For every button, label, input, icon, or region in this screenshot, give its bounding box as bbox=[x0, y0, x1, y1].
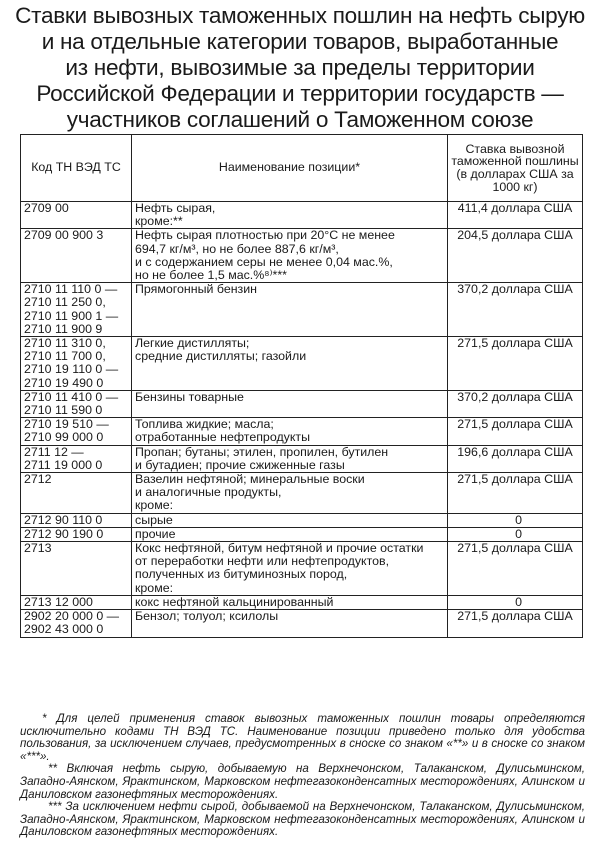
rate-cell bbox=[448, 513, 583, 527]
name-cell-line: сырые bbox=[135, 513, 173, 527]
code-cell-line: 2710 11 900 1 — bbox=[24, 308, 119, 323]
rate-cell-line: 196,6 доллара США bbox=[457, 445, 573, 459]
rate-cell bbox=[448, 445, 583, 472]
name-cell-line: Нефть сырая плотностью при 20°С не менее bbox=[135, 228, 395, 243]
table-row bbox=[21, 445, 583, 472]
rate-cell bbox=[448, 202, 583, 229]
table-row bbox=[21, 418, 583, 445]
name-cell-line: Легкие дистилляты; bbox=[135, 336, 250, 351]
code-cell bbox=[21, 202, 132, 229]
code-cell bbox=[21, 337, 132, 391]
name-cell-line: Топлива жидкие; масла; bbox=[135, 417, 274, 432]
rate-cell bbox=[448, 527, 583, 541]
rate-cell bbox=[448, 337, 583, 391]
name-cell bbox=[132, 202, 448, 229]
document-title bbox=[0, 3, 600, 133]
rate-cell bbox=[448, 418, 583, 445]
code-cell bbox=[21, 473, 132, 514]
name-cell-line: Прямогонный бензин bbox=[135, 282, 258, 297]
name-cell-line: средние дистилляты; газойли bbox=[135, 349, 307, 364]
name-cell-line: полученных из битуминозных пород, bbox=[135, 567, 348, 582]
code-cell-line: 2902 43 000 0 bbox=[24, 622, 104, 637]
code-cell bbox=[21, 418, 132, 445]
rate-cell-line: 271,5 доллара США bbox=[457, 472, 573, 487]
code-cell-line: 2710 99 000 0 bbox=[24, 430, 104, 445]
rate-cell bbox=[448, 283, 583, 337]
name-cell-line: но не более 1,5 мас.%⁸⁾*** bbox=[135, 268, 287, 283]
rate-cell bbox=[448, 229, 583, 283]
code-cell bbox=[21, 390, 132, 417]
footnote: * Для целей применения ставок вывозных таможенных пошлин товары определяются исключительно кодами ТН ВЭД ТС. Наименование позиции приведено только для удобства пользования, за исключением случаев, предусмотренных в сноске со знаком «**» и в сноске со знаком «***». bbox=[20, 712, 585, 763]
title-line: и на отдельные категории товаров, выработанные bbox=[41, 29, 559, 54]
name-cell bbox=[132, 473, 448, 514]
name-cell-line: и бутадиен; прочие сжиженные газы bbox=[135, 457, 345, 472]
rate-cell-line: 271,5 доллара США bbox=[457, 609, 573, 624]
rate-cell-line: 271,5 доллара США bbox=[457, 336, 573, 351]
footnote: *** За исключением нефти сырой, добываемой на Верхнечонском, Талаканском, Дулисьминском, Западно-Аянском, Ярактинском, Марковском нефтегазоконденсатных месторождениях, Алинском и Даниловском газонефтяных месторождениях. bbox=[20, 800, 585, 839]
name-cell-line: и с содержанием серы не менее 0,04 мас.%, bbox=[135, 254, 393, 269]
code-cell-line: 2710 11 310 0, bbox=[24, 336, 106, 351]
name-cell bbox=[132, 527, 448, 541]
table-body bbox=[21, 202, 583, 638]
name-cell-line: кроме: bbox=[135, 498, 174, 513]
rate-cell bbox=[448, 473, 583, 514]
name-cell-line: 694,7 кг/м³, но не более 887,6 кг/м³, bbox=[135, 241, 339, 256]
name-cell-line: прочие bbox=[135, 527, 176, 541]
code-cell bbox=[21, 283, 132, 337]
title-line: участников соглашений о Таможенном союзе bbox=[66, 107, 534, 132]
name-cell-line: Пропан; бутаны; этилен, пропилен, бутилен bbox=[135, 445, 389, 459]
name-cell bbox=[132, 337, 448, 391]
rate-cell-line: 370,2 доллара США bbox=[457, 282, 573, 297]
name-cell-line: Бензины товарные bbox=[135, 390, 244, 404]
table-row bbox=[21, 390, 583, 417]
rate-cell-line: 204,5 доллара США bbox=[457, 228, 573, 243]
rate-cell-line: 411,4 доллара США bbox=[457, 201, 573, 215]
code-cell-line: 2902 20 000 0 — bbox=[24, 609, 120, 624]
rate-cell-line: 0 bbox=[515, 513, 522, 527]
name-cell-line: и аналогичные продукты, bbox=[135, 485, 282, 500]
name-cell bbox=[132, 445, 448, 472]
code-cell-line: 2710 11 410 0 — bbox=[24, 390, 119, 404]
title-line: Ставки вывозных таможенных пошлин на нефть сырую bbox=[15, 3, 585, 28]
rate-cell bbox=[448, 542, 583, 596]
code-cell-line: 2712 90 110 0 bbox=[24, 513, 103, 527]
code-cell-line: 2710 19 490 0 bbox=[24, 375, 104, 390]
rate-cell-line: 0 bbox=[515, 527, 522, 541]
title-line: из нефти, вывозимые за пределы территории bbox=[65, 55, 535, 80]
code-cell-line: 2710 11 700 0, bbox=[24, 349, 106, 364]
code-cell bbox=[21, 595, 132, 609]
duty-rates-table bbox=[20, 134, 583, 638]
name-cell-line: Кокс нефтяной, битум нефтяной и прочие остатки bbox=[135, 541, 424, 556]
rate-cell-line: 370,2 доллара США bbox=[457, 390, 573, 404]
code-cell-line: 2711 12 — bbox=[24, 445, 84, 459]
name-cell bbox=[132, 513, 448, 527]
code-cell-line: 2710 11 110 0 — bbox=[24, 282, 118, 297]
name-cell bbox=[132, 595, 448, 609]
header-rate: Ставка вывозной таможенной пошлины (в долларах США за 1000 кг) bbox=[448, 135, 583, 202]
table-row bbox=[21, 473, 583, 514]
table-row bbox=[21, 229, 583, 283]
code-cell bbox=[21, 229, 132, 283]
name-cell-line: Нефть сырая, bbox=[135, 201, 216, 215]
code-cell-line: 2713 bbox=[24, 541, 52, 556]
name-cell-line: кокс нефтяной кальцинированный bbox=[135, 595, 334, 609]
table-row bbox=[21, 542, 583, 596]
rate-cell-line: 271,5 доллара США bbox=[457, 417, 573, 432]
code-cell-line: 2713 12 000 bbox=[24, 595, 93, 609]
table-row bbox=[21, 610, 583, 637]
code-cell-line: 2710 19 110 0 — bbox=[24, 362, 119, 377]
code-cell-line: 2710 11 250 0, bbox=[24, 295, 106, 310]
footnotes bbox=[20, 713, 585, 839]
name-cell-line: кроме:** bbox=[135, 214, 183, 229]
name-cell-line: Бензол; толуол; ксилолы bbox=[135, 609, 279, 624]
table-row bbox=[21, 283, 583, 337]
name-cell bbox=[132, 283, 448, 337]
table-row bbox=[21, 202, 583, 229]
code-cell bbox=[21, 527, 132, 541]
table-row bbox=[21, 527, 583, 541]
name-cell-line: Вазелин нефтяной; минеральные воски bbox=[135, 472, 365, 487]
rate-cell-line: 0 bbox=[515, 595, 522, 609]
rate-cell bbox=[448, 390, 583, 417]
name-cell-line: отработанные нефтепродукты bbox=[135, 430, 311, 445]
name-cell bbox=[132, 390, 448, 417]
code-cell-line: 2710 19 510 — bbox=[24, 417, 109, 432]
rate-cell-line: 271,5 доллара США bbox=[457, 541, 573, 556]
name-cell bbox=[132, 418, 448, 445]
name-cell-line: от переработки нефти или нефтепродуктов, bbox=[135, 554, 390, 569]
name-cell bbox=[132, 610, 448, 637]
table-row bbox=[21, 595, 583, 609]
code-cell bbox=[21, 513, 132, 527]
code-cell-line: 2712 bbox=[24, 472, 52, 487]
code-cell-line: 2710 11 900 9 bbox=[24, 321, 103, 336]
code-cell bbox=[21, 542, 132, 596]
name-cell bbox=[132, 229, 448, 283]
code-cell-line: 2711 19 000 0 bbox=[24, 457, 103, 472]
name-cell-line: кроме: bbox=[135, 580, 174, 595]
header-name: Наименование позиции* bbox=[132, 135, 448, 202]
rate-cell bbox=[448, 610, 583, 637]
rate-cell bbox=[448, 595, 583, 609]
code-cell bbox=[21, 445, 132, 472]
name-cell bbox=[132, 542, 448, 596]
table-header-row bbox=[21, 135, 583, 202]
code-cell-line: 2710 11 590 0 bbox=[24, 403, 103, 418]
table-row bbox=[21, 337, 583, 391]
code-cell-line: 2709 00 bbox=[24, 201, 69, 215]
footnote: ** Включая нефть сырую, добываемую на Верхнечонском, Талаканском, Дулисьминском, Западно-Аянском, Ярактинском, Марковском нефтегазоконденсатных месторождениях, Алинском и Даниловском газонефтяных месторождениях. bbox=[20, 762, 585, 801]
code-cell bbox=[21, 610, 132, 637]
code-cell-line: 2709 00 900 3 bbox=[24, 228, 104, 243]
title-line: Российской Федерации и территории государств — bbox=[36, 81, 564, 106]
code-cell-line: 2712 90 190 0 bbox=[24, 527, 104, 541]
table-row bbox=[21, 513, 583, 527]
header-code: Код ТН ВЭД ТС bbox=[21, 135, 132, 202]
